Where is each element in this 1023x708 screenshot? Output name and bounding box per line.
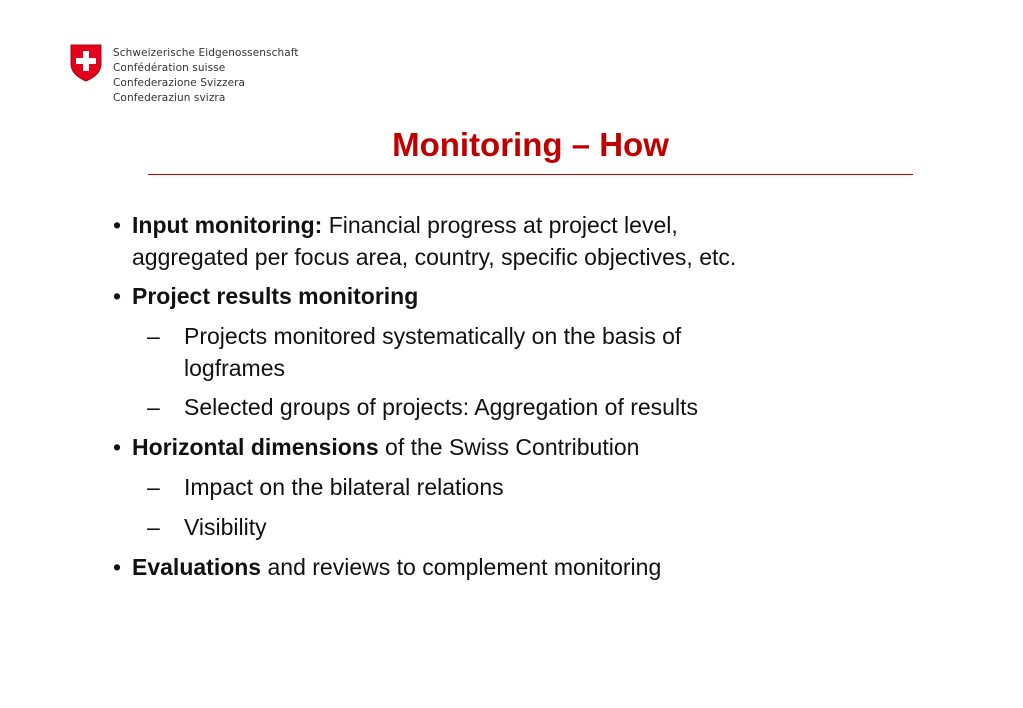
gov-line-german: Schweizerische Eidgenossenschaft bbox=[113, 47, 299, 59]
swiss-coat-of-arms-logo bbox=[70, 44, 102, 82]
bullet-mark: • bbox=[113, 434, 122, 460]
sub-bullet-aggregation bbox=[113, 391, 893, 424]
government-name-block bbox=[113, 46, 299, 106]
dash-mark: – bbox=[147, 514, 160, 540]
bullet-text: and reviews to complement monitoring bbox=[261, 554, 662, 580]
sub-bullet-text: Impact on the bilateral relations bbox=[184, 474, 504, 500]
slide-body bbox=[113, 209, 893, 591]
sub-bullet-text: Projects monitored systematically on the basis of bbox=[184, 323, 682, 349]
gov-line-romansh: Confederaziun svizra bbox=[113, 92, 226, 104]
sub-bullet-visibility bbox=[113, 511, 893, 544]
sub-bullet-continuation: logframes bbox=[184, 355, 285, 381]
bullet-bold-text: Input monitoring: bbox=[132, 212, 323, 238]
sub-bullet-logframes bbox=[113, 320, 893, 384]
bullet-horizontal-dimensions bbox=[113, 431, 893, 464]
bullet-evaluations bbox=[113, 551, 893, 584]
bullet-text: Financial progress at project level, bbox=[322, 212, 678, 238]
bullet-bold-text: Evaluations bbox=[132, 554, 262, 580]
bullet-mark: • bbox=[113, 212, 122, 238]
sub-bullet-bilateral-relations bbox=[113, 471, 893, 504]
bullet-bold-text: Horizontal dimensions bbox=[132, 434, 379, 460]
gov-line-french: Confédération suisse bbox=[113, 62, 226, 74]
title-divider bbox=[148, 174, 913, 175]
dash-mark: – bbox=[147, 323, 160, 349]
sub-bullet-text: Visibility bbox=[184, 514, 267, 540]
sub-bullet-text: Selected groups of projects: Aggregation of results bbox=[184, 394, 698, 420]
gov-line-italian: Confederazione Svizzera bbox=[113, 77, 246, 89]
bullet-bold-text: Project results monitoring bbox=[132, 283, 419, 309]
bullet-input-monitoring bbox=[113, 209, 893, 273]
bullet-text: of the Swiss Contribution bbox=[378, 434, 640, 460]
bullet-mark: • bbox=[113, 554, 122, 580]
bullet-mark: • bbox=[113, 283, 122, 309]
dash-mark: – bbox=[147, 394, 160, 420]
bullet-continuation: aggregated per focus area, country, specific objectives, etc. bbox=[132, 244, 737, 270]
bullet-project-results-monitoring bbox=[113, 280, 893, 313]
dash-mark: – bbox=[147, 474, 160, 500]
swiss-shield-icon bbox=[70, 44, 102, 82]
slide-title: Monitoring – How bbox=[392, 126, 669, 163]
